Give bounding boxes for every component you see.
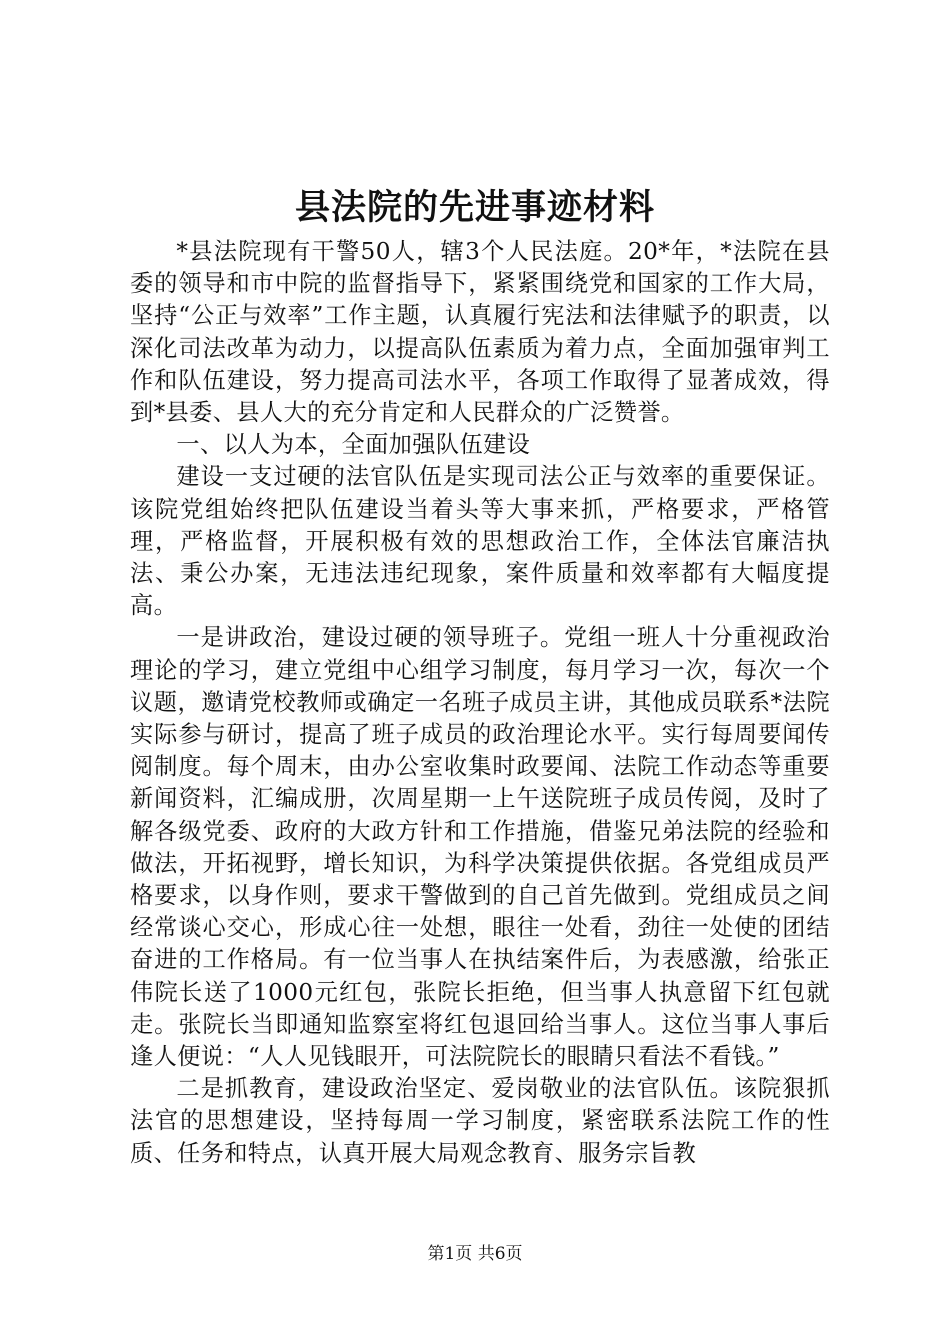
paragraph-intro: *县法院现有干警50人，辖3个人民法庭。20*年，*法院在县委的领导和市中院的监督指导下，紧紧围绕党和国家的工作大局，坚持“公正与效率”工作主题，认真履行宪法和法律赋予的职责，以深化司法改革为动力，以提高队伍素质为着力点，全面加强审判工作和队伍建设，努力提高司法水平，各项工作取得了显著成效，得到*县委、县人大的充分肯定和人民群众的广泛赞誉。	[130, 238, 830, 427]
page-number-footer: 第1页 共6页	[427, 1244, 523, 1264]
paragraph-leadership: 一是讲政治，建设过硬的领导班子。党组一班人十分重视政治理论的学习，建立党组中心组学习制度，每月学习一次，每次一个议题，邀请党校教师或确定一名班子成员主讲，其他成员联系*法院实际参与研讨，提高了班子成员的政治理论水平。实行每周要闻传阅制度。每个周末，由办公室收集时政要闻、法院工作动态等重要新闻资料，汇编成册，次周星期一上午送院班子成员传阅，及时了解各级党委、政府的大政方针和工作措施，借鉴兄弟法院的经验和做法，开拓视野，增长知识，为科学决策提供依据。各党组成员严格要求，以身作则，要求干警做到的自己首先做到。党组成员之间经常谈心交心，形成心往一处想，眼往一处看，劲往一处使的团结奋进的工作格局。有一位当事人在执结案件后，为表感激，给张正伟院长送了1000元红包，张院长拒绝，但当事人执意留下红包就走。张院长当即通知监察室将红包退回给当事人。这位当事人事后逢人便说：“人人见钱眼开，可法院院长的眼睛只看法不看钱。”	[130, 624, 830, 1071]
paragraph-education: 二是抓教育，建设政治坚定、爱岗敬业的法官队伍。该院狠抓法官的思想建设，坚持每周一学习制度，紧密联系法院工作的性质、任务和特点，认真开展大局观念教育、服务宗旨教	[130, 1075, 830, 1167]
section-heading-1: 一、以人为本，全面加强队伍建设	[176, 431, 531, 459]
document-title: 县法院的先进事迹材料	[294, 187, 655, 228]
document-body	[130, 236, 830, 1170]
paragraph-team-building: 建设一支过硬的法官队伍是实现司法公正与效率的重要保证。该院党组始终把队伍建设当着头等大事来抓，严格要求，严格管理，严格监督，开展积极有效的思想政治工作，全体法官廉洁执法、秉公办案，无违法违纪现象，案件质量和效率都有大幅度提高。	[130, 463, 830, 620]
